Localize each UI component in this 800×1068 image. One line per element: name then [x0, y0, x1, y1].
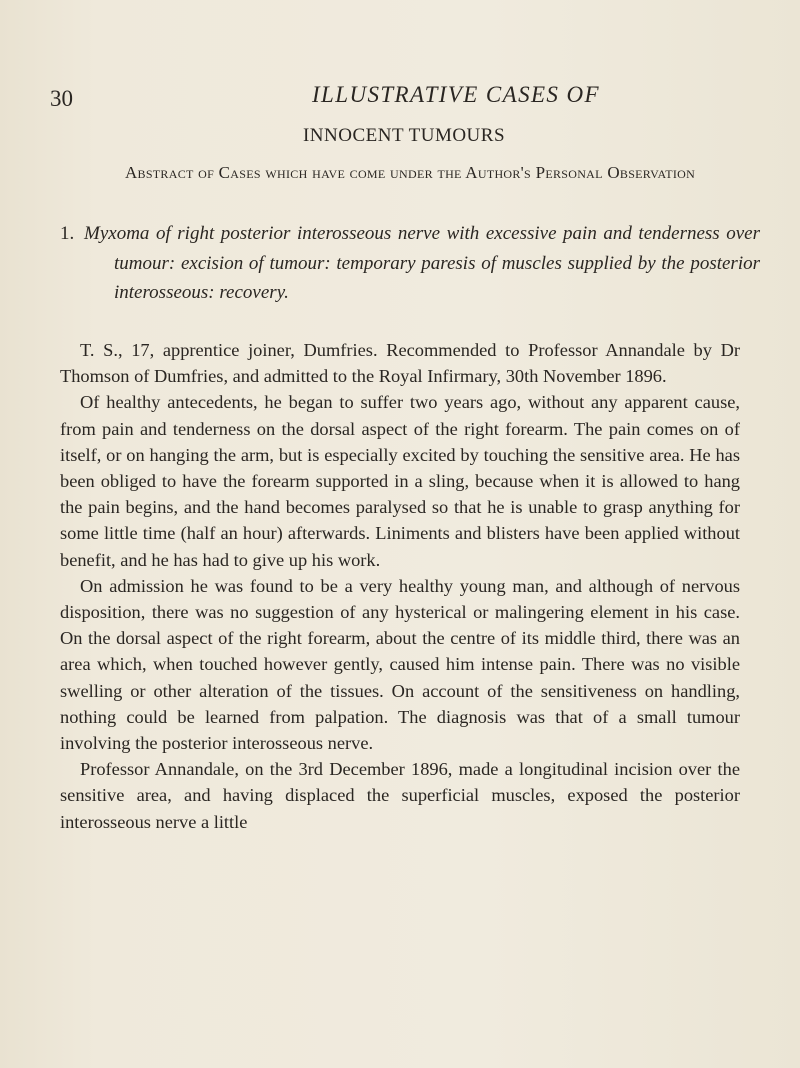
paragraph: Of healthy antecedents, he began to suffer two years ago, without any apparent cause, from pain and tenderness on the dorsal aspect of the right forearm. The pain comes on of itself, or on hanging the arm, but is especially excited by touching the sensitive area. He has been obliged to have the forearm supported in a sling, because when it is allowed to hang the pain begins, and the hand becomes paralysed so that he is unable to grasp anything for some little time (half an hour) afterwards. Liniments and blisters have been applied without benefit, and he has had to give up his work.	[60, 392, 740, 570]
body-text	[60, 337, 740, 835]
case-number: 1.	[60, 223, 75, 244]
paragraph: On admission he was found to be a very healthy young man, and although of nervous disposition, there was no suggestion of any hysterical or malingering element in his case. On the dorsal aspect of the right forearm, about the centre of its middle third, there was an area which, when touched however gently, caused him intense pain. There was no visible swelling or other alteration of the tissues. On account of the sensitiveness on handling, nothing could be learned from palpation. The diagnosis was that of a small tumour involving the posterior interosseous nerve.	[60, 575, 740, 754]
case-heading	[60, 219, 760, 308]
section-title: Abstract of Cases which have come under the Author's Personal Observation	[124, 163, 696, 182]
case-title: Myxoma of right posterior interosseous nerve with excessive pain and tenderness over tumour: excision of tumour: temporary paresis of muscles supplied by the posterior interosseous: recovery.	[84, 223, 760, 303]
chapter-title: INNOCENT TUMOURS	[302, 125, 506, 146]
paragraph: T. S., 17, apprentice joiner, Dumfries. Recommended to Professor Annandale by Dr Thomson of Dumfries, and admitted to the Royal Infirmary, 30th November 1896.	[60, 340, 740, 387]
running-title: ILLUSTRATIVE CASES OF	[312, 82, 600, 107]
paragraph: Professor Annandale, on the 3rd December 1896, made a longitudinal incision over the sensitive area, and having displaced the superficial muscles, exposed the posterior interosseous nerve a little	[60, 759, 740, 832]
running-head	[0, 82, 800, 116]
page-number: 30	[50, 86, 73, 111]
